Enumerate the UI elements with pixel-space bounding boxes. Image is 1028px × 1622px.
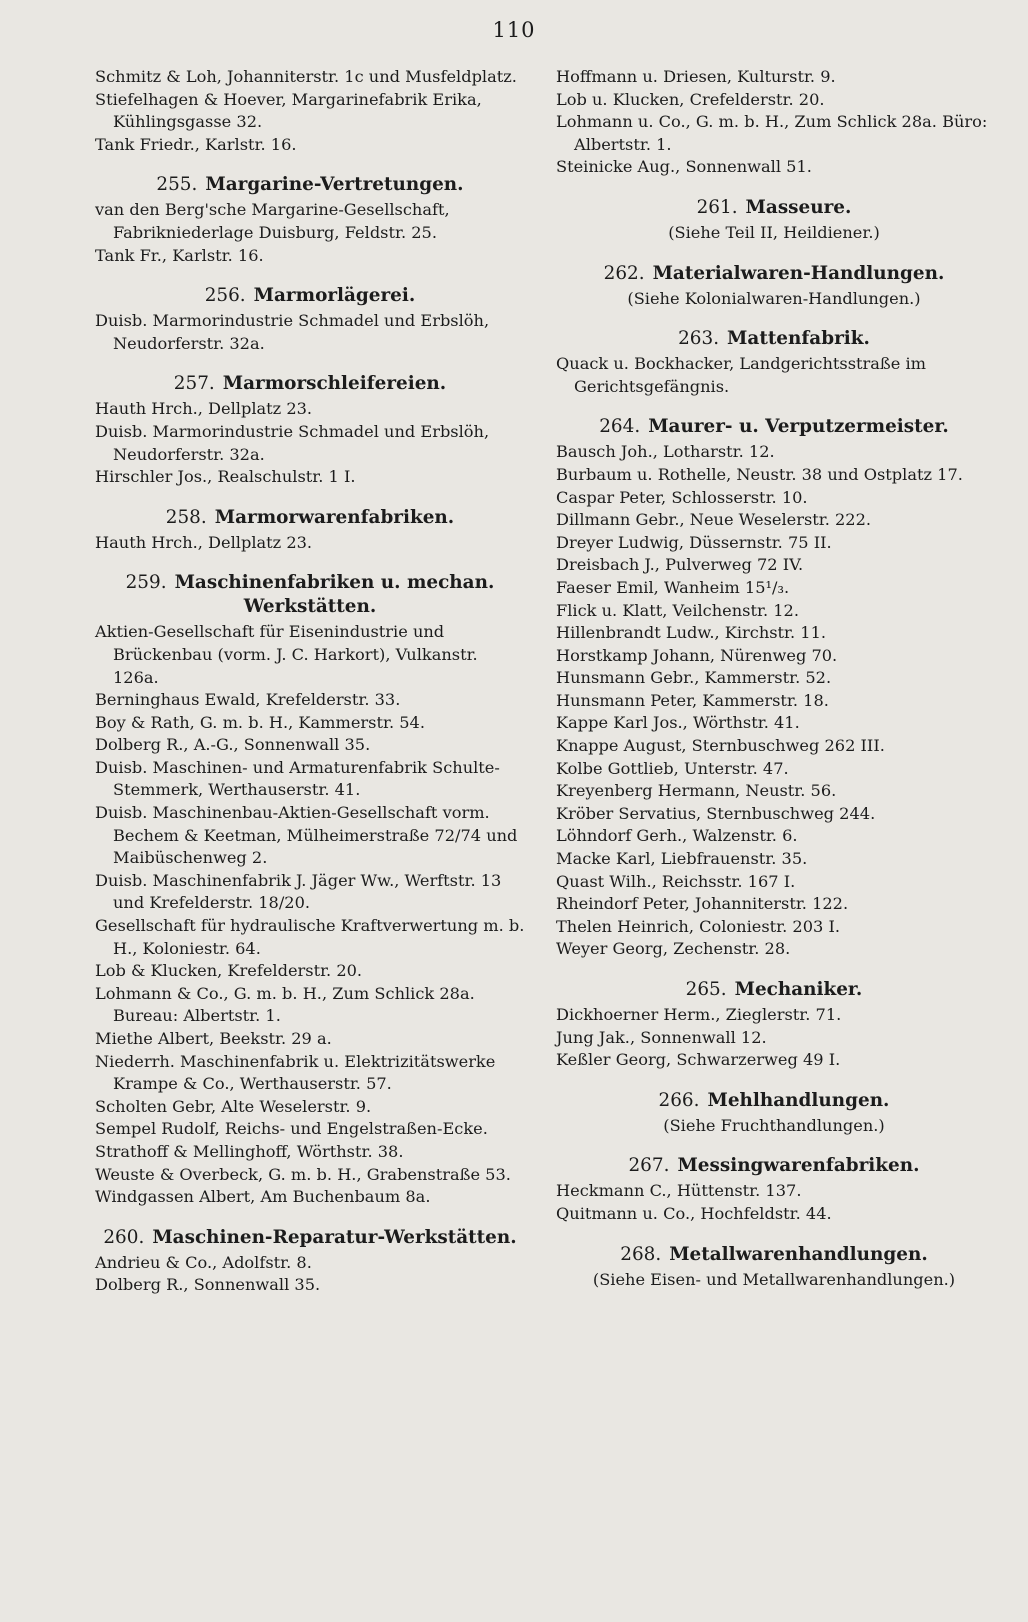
section-title: Maurer- u. Verputzermeister. xyxy=(648,416,949,438)
list-item: Andrieu & Co., Adolfstr. 8. xyxy=(95,1252,312,1272)
list-item: Keßler Georg, Schwarzerweg 49 I. xyxy=(556,1050,841,1070)
list-item: Dillmann Gebr., Neue Weselerstr. 222. xyxy=(556,510,872,530)
section-265 xyxy=(556,978,992,1072)
list-item: Duisb. Maschinen- und Armaturenfabrik Schulte-Stemmerk, Werthauserstr. 41. xyxy=(95,757,500,800)
section-title: Maschinenfabriken u. mechan. Werkstätten. xyxy=(174,572,495,618)
section-number: 262. xyxy=(603,262,645,284)
section-heading xyxy=(95,372,525,396)
list-item: Weyer Georg, Zechenstr. 28. xyxy=(556,939,791,959)
left-column xyxy=(95,66,525,1297)
section-title: Marmorschleifereien. xyxy=(222,373,447,395)
right-column xyxy=(556,66,992,1291)
section-heading xyxy=(556,978,992,1002)
section-heading xyxy=(556,1089,992,1113)
cross-reference-note: (Siehe Kolonialwaren-Handlungen.) xyxy=(627,288,921,308)
list-item: Dickhoerner Herm., Zieglerstr. 71. xyxy=(556,1005,842,1024)
section-heading xyxy=(95,1226,525,1250)
section-number: 257. xyxy=(173,373,215,395)
list-item: Thelen Heinrich, Coloniestr. 203 I. xyxy=(556,916,841,936)
section-title: Metallwarenhandlungen. xyxy=(669,1243,928,1265)
list-item: Dolberg R., A.-G., Sonnenwall 35. xyxy=(95,735,371,755)
section-264 xyxy=(556,415,992,961)
list-item: Gesellschaft für hydraulische Kraftverwertung m. b. H., Koloniestr. 64. xyxy=(95,916,525,958)
section-number: 268. xyxy=(620,1243,662,1265)
list-item: Kappe Karl Jos., Wörthstr. 41. xyxy=(556,713,800,733)
section-title: Marmorlägerei. xyxy=(253,285,416,307)
section-title: Maschinen-Reparatur-Werkstätten. xyxy=(152,1226,517,1248)
list-item: Kreyenberg Hermann, Neustr. 56. xyxy=(556,781,837,801)
list-item: Miethe Albert, Beekstr. 29 a. xyxy=(95,1029,332,1048)
section-heading xyxy=(556,327,992,351)
list-item: Lohmann & Co., G. m. b. H., Zum Schlick 28a. Bureau: Albertstr. 1. xyxy=(95,983,475,1026)
list-item: Berninghaus Ewald, Krefelderstr. 33. xyxy=(95,690,401,710)
list-item: Strathoff & Mellinghoff, Wörthstr. 38. xyxy=(95,1141,404,1161)
list-item: Lob u. Klucken, Crefelderstr. 20. xyxy=(556,89,825,109)
list-item: Burbaum u. Rothelle, Neustr. 38 und Ostplatz 17. xyxy=(556,464,963,484)
section-heading xyxy=(556,262,992,286)
section-heading xyxy=(556,1243,992,1267)
cross-reference-note: (Siehe Eisen- und Metallwarenhandlungen.) xyxy=(592,1269,956,1289)
list-item: Quast Wilh., Reichsstr. 167 I. xyxy=(556,871,796,891)
page-number: 110 xyxy=(492,18,536,42)
list-item: Löhndorf Gerh., Walzenstr. 6. xyxy=(556,826,798,846)
section-title: Materialwaren-Handlungen. xyxy=(652,262,945,284)
list-item: Hillenbrandt Ludw., Kirchstr. 11. xyxy=(556,623,827,643)
list-item: Macke Karl, Liebfrauenstr. 35. xyxy=(556,849,808,869)
list-item: Duisb. Maschinenbau-Aktien-Gesellschaft vorm. Bechem & Keetman, Mülheimerstraße 72/74 und Maibüschenweg 2. xyxy=(95,803,518,868)
list-item: Hunsmann Peter, Kammerstr. 18. xyxy=(556,690,829,710)
section-heading xyxy=(95,571,525,619)
section-259 xyxy=(95,571,525,1208)
section-268 xyxy=(556,1243,992,1292)
list-item: Dreisbach J., Pulverweg 72 IV. xyxy=(556,555,804,575)
list-item: van den Berg'sche Margarine-Gesellschaft, Fabrikniederlage Duisburg, Feldstr. 25. xyxy=(95,200,450,242)
list-item: Dreyer Ludwig, Düssernstr. 75 II. xyxy=(556,532,832,552)
list-item: Duisb. Marmorindustrie Schmadel und Erbslöh, Neudorferstr. 32a. xyxy=(95,311,490,353)
section-title: Masseure. xyxy=(745,196,852,218)
list-item: Heckmann C., Hüttenstr. 137. xyxy=(556,1181,802,1201)
list-item: Hauth Hrch., Dellplatz 23. xyxy=(95,399,313,419)
list-item: Scholten Gebr, Alte Weselerstr. 9. xyxy=(95,1096,372,1116)
section-262 xyxy=(556,262,992,311)
section-title: Mehlhandlungen. xyxy=(707,1089,890,1111)
list-item: Hunsmann Gebr., Kammerstr. 52. xyxy=(556,668,832,688)
section-heading xyxy=(556,196,992,220)
list-item: Faeser Emil, Wanheim 15¹/₃. xyxy=(556,577,790,597)
list-item: Quack u. Bockhacker, Landgerichtsstraße im Gerichtsgefängnis. xyxy=(556,354,926,396)
list-item: Horstkamp Johann, Nürenweg 70. xyxy=(556,645,838,665)
list-item: Lob & Klucken, Krefelderstr. 20. xyxy=(95,961,363,981)
section-title: Marmorwarenfabriken. xyxy=(214,506,455,528)
list-item: Schmitz & Loh, Johanniterstr. 1c und Musfeldplatz. xyxy=(95,67,517,86)
list-item: Dolberg R., Sonnenwall 35. xyxy=(95,1275,321,1295)
section-number: 266. xyxy=(658,1089,700,1111)
section-number: 265. xyxy=(685,979,727,1000)
section-title: Messingwarenfabriken. xyxy=(677,1155,920,1177)
list-item: Hauth Hrch., Dellplatz 23. xyxy=(95,532,313,552)
section-263 xyxy=(556,327,992,398)
section-heading xyxy=(556,1154,992,1178)
section-number: 267. xyxy=(628,1155,670,1177)
section-heading xyxy=(95,506,525,530)
section-number: 261. xyxy=(696,196,738,218)
list-item: Bausch Joh., Lotharstr. 12. xyxy=(556,442,775,462)
section-heading xyxy=(95,284,525,308)
section-266 xyxy=(556,1089,992,1138)
section-number: 263. xyxy=(678,328,720,350)
section-number: 256. xyxy=(204,285,246,307)
list-item: Jung Jak., Sonnenwall 12. xyxy=(556,1027,767,1047)
section-number: 259. xyxy=(125,572,167,594)
section-number: 255. xyxy=(156,174,198,196)
list-item: Sempel Rudolf, Reichs- und Engelstraßen-Ecke. xyxy=(95,1119,488,1139)
list-item: Tank Fr., Karlstr. 16. xyxy=(95,245,264,265)
list-item: Stiefelhagen & Hoever, Margarinefabrik Erika, Kühlingsgasse 32. xyxy=(95,89,482,132)
section-title: Margarine-Vertretungen. xyxy=(205,174,464,196)
section-title: Mattenfabrik. xyxy=(727,328,870,350)
section-261 xyxy=(556,196,992,245)
list-item: Duisb. Maschinenfabrik J. Jäger Ww., Werftstr. 13 und Krefelderstr. 18/20. xyxy=(95,870,502,913)
list-item: Weuste & Overbeck, G. m. b. H., Grabenstraße 53. xyxy=(95,1164,511,1184)
list-item: Aktien-Gesellschaft für Eisenindustrie und Brückenbau (vorm. J. C. Harkort), Vulkanstr. 126a. xyxy=(95,622,478,687)
list-item: Lohmann u. Co., G. m. b. H., Zum Schlick 28a. Büro: Albertstr. 1. xyxy=(556,112,988,154)
list-item: Knappe August, Sternbuschweg 262 III. xyxy=(556,736,885,756)
section-number: 260. xyxy=(103,1226,145,1248)
list-item: Boy & Rath, G. m. b. H., Kammerstr. 54. xyxy=(95,712,425,732)
section-257 xyxy=(95,372,525,488)
list-item: Flick u. Klatt, Veilchenstr. 12. xyxy=(556,600,799,620)
section-260 xyxy=(95,1226,525,1297)
list-item: Caspar Peter, Schlosserstr. 10. xyxy=(556,487,808,507)
list-item: Kröber Servatius, Sternbuschweg 244. xyxy=(556,803,876,823)
cross-reference-note: (Siehe Fruchthandlungen.) xyxy=(663,1115,885,1135)
section-256 xyxy=(95,284,525,355)
list-item: Rheindorf Peter, Johanniterstr. 122. xyxy=(556,894,849,914)
section-255 xyxy=(95,173,525,267)
list-item: Kolbe Gottlieb, Unterstr. 47. xyxy=(556,758,789,778)
list-item: Niederrh. Maschinenfabrik u. Elektrizitätswerke Krampe & Co., Werthauserstr. 57. xyxy=(95,1051,496,1094)
section-267 xyxy=(556,1154,992,1225)
section-heading xyxy=(556,415,992,439)
cross-reference-note: (Siehe Teil II, Heildiener.) xyxy=(668,222,880,242)
section-heading xyxy=(95,173,525,197)
section-number: 264. xyxy=(599,416,641,438)
list-item: Steinicke Aug., Sonnenwall 51. xyxy=(556,157,812,177)
list-item: Duisb. Marmorindustrie Schmadel und Erbslöh, Neudorferstr. 32a. xyxy=(95,421,490,464)
list-item: Hoffmann u. Driesen, Kulturstr. 9. xyxy=(556,67,836,86)
list-item: Tank Friedr., Karlstr. 16. xyxy=(95,134,297,154)
section-258 xyxy=(95,506,525,555)
list-item: Hirschler Jos., Realschulstr. 1 I. xyxy=(95,467,356,487)
section-title: Mechaniker. xyxy=(734,979,863,1000)
list-item: Windgassen Albert, Am Buchenbaum 8a. xyxy=(95,1187,431,1207)
list-item: Quitmann u. Co., Hochfeldstr. 44. xyxy=(556,1203,832,1223)
section-number: 258. xyxy=(165,506,207,528)
